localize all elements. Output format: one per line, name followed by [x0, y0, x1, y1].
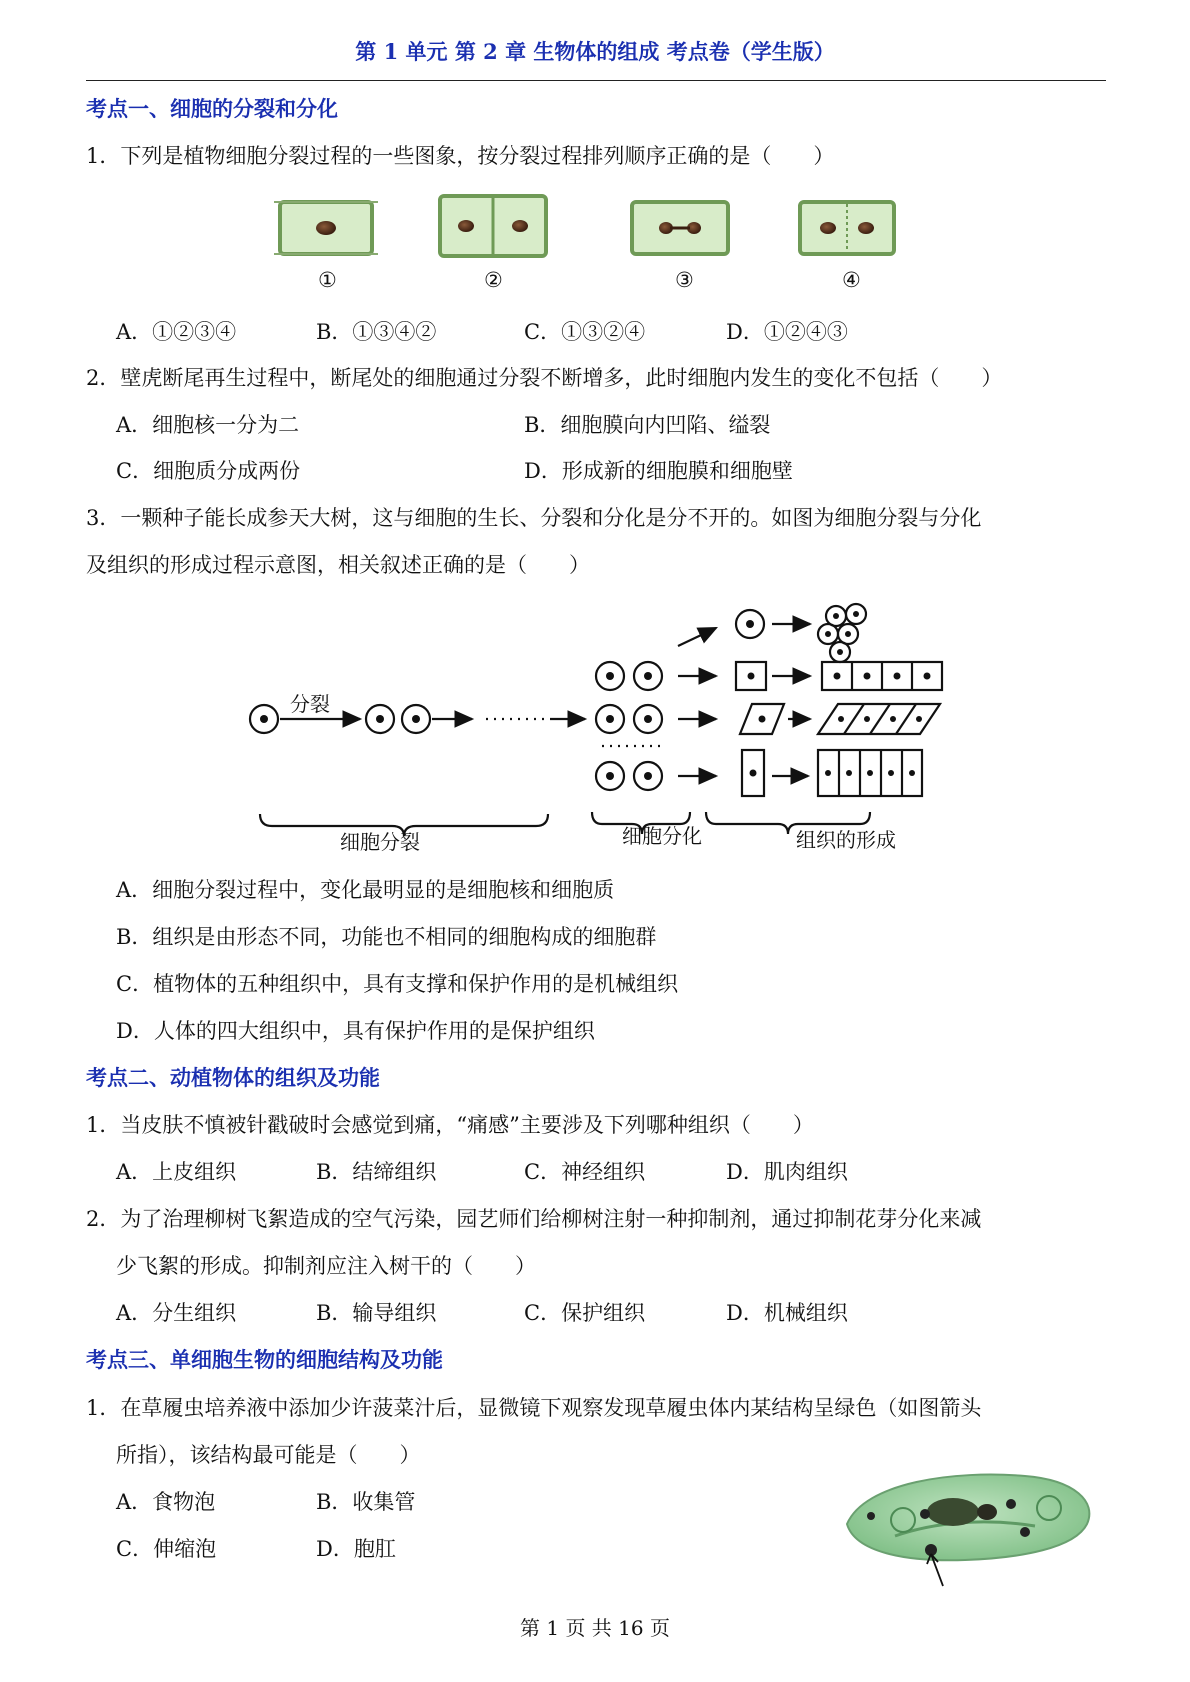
section-heading-1: 考点一、细胞的分裂和分化 [86, 96, 338, 121]
cell-image-3 [632, 202, 728, 254]
option-2-2-a[interactable]: A．分生组织 [116, 1301, 237, 1325]
option-1-3-d[interactable]: D．人体的四大组织中，具有保护作用的是保护组织 [116, 1019, 595, 1043]
question-3-1-stem-line1: 1．在草履虫培养液中添加少许菠菜汁后，显微镜下观察发现草履虫体内某结构呈绿色（如图箭头 [86, 1396, 982, 1420]
question-3-1-stem-line2: 所指），该结构最可能是（ ） [116, 1443, 421, 1467]
question-2-1-stem: 1．当皮肤不慎被针戳破时会感觉到痛，“痛感”主要涉及下列哪种组织（ ） [86, 1113, 814, 1137]
option-2-1-c[interactable]: C．神经组织 [524, 1160, 646, 1184]
figure-label-2: ② [484, 268, 503, 292]
option-1-2-d[interactable]: D．形成新的细胞膜和细胞壁 [524, 459, 793, 483]
option-2-2-d[interactable]: D．机械组织 [726, 1301, 848, 1325]
option-3-1-d[interactable]: D．胞肛 [316, 1537, 396, 1561]
page-footer: 第 1 页 共 16 页 [520, 1616, 670, 1640]
option-2-1-a[interactable]: A．上皮组织 [116, 1160, 237, 1184]
option-1-1-a[interactable]: A．①②③④ [116, 320, 237, 344]
cell-image-1 [274, 202, 378, 254]
option-1-2-a[interactable]: A．细胞核一分为二 [116, 413, 300, 437]
figure-label-1: ① [318, 268, 337, 292]
option-1-1-b[interactable]: B．①③④② [316, 320, 437, 344]
option-1-3-b[interactable]: B．组织是由形态不同，功能也不相同的细胞构成的细胞群 [116, 925, 657, 949]
title-divider [86, 80, 1106, 81]
diagram-label-division-arrow: 分裂 [290, 692, 330, 716]
option-2-2-c[interactable]: C．保护组织 [524, 1301, 646, 1325]
cell-image-4 [800, 202, 894, 254]
option-1-3-c[interactable]: C．植物体的五种组织中，具有支撑和保护作用的是机械组织 [116, 972, 679, 996]
question-2-2-stem-line1: 2．为了治理柳树飞絮造成的空气污染，园艺师们给柳树注射一种抑制剂，通过抑制花芽分化来减 [86, 1207, 982, 1231]
option-1-2-c[interactable]: C．细胞质分成两份 [116, 459, 301, 483]
option-1-1-d[interactable]: D．①②④③ [726, 320, 848, 344]
option-1-1-c[interactable]: C．①③②④ [524, 320, 646, 344]
division-differentiation-diagram [240, 594, 960, 854]
section-heading-2: 考点二、动植物体的组织及功能 [86, 1065, 380, 1090]
question-1-2-stem: 2．壁虎断尾再生过程中，断尾处的细胞通过分裂不断增多，此时细胞内发生的变化不包括（ ） [86, 366, 1003, 390]
option-2-2-b[interactable]: B．输导组织 [316, 1301, 437, 1325]
plant-cell-division-figure [270, 188, 930, 298]
paramecium-figure [835, 1462, 1105, 1594]
question-2-2-stem-line2: 少飞絮的形成。抑制剂应注入树干的（ ） [116, 1254, 536, 1278]
option-3-1-a[interactable]: A．食物泡 [116, 1490, 216, 1514]
figure-label-4: ④ [842, 268, 861, 292]
option-2-1-d[interactable]: D．肌肉组织 [726, 1160, 848, 1184]
option-3-1-c[interactable]: C．伸缩泡 [116, 1537, 217, 1561]
figure-label-3: ③ [675, 268, 694, 292]
option-2-1-b[interactable]: B．结缔组织 [316, 1160, 437, 1184]
question-1-3-stem-line1: 3．一颗种子能长成参天大树，这与细胞的生长、分裂和分化是分不开的。如图为细胞分裂与分化 [86, 506, 982, 530]
option-1-2-b[interactable]: B．细胞膜向内凹陷、缢裂 [524, 413, 771, 437]
option-1-3-a[interactable]: A．细胞分裂过程中，变化最明显的是细胞核和细胞质 [116, 878, 615, 902]
question-1-3-stem-line2: 及组织的形成过程示意图，相关叙述正确的是（ ） [86, 553, 590, 577]
question-1-1-stem: 1．下列是植物细胞分裂过程的一些图象，按分裂过程排列顺序正确的是（ ） [86, 144, 835, 168]
cell-image-2 [440, 196, 546, 256]
diagram-label-differentiation: 细胞分化 [622, 824, 702, 848]
diagram-label-division: 细胞分裂 [340, 830, 420, 854]
diagram-label-tissue: 组织的形成 [796, 828, 896, 852]
option-3-1-b[interactable]: B．收集管 [316, 1490, 416, 1514]
section-heading-3: 考点三、单细胞生物的细胞结构及功能 [86, 1347, 443, 1372]
page-title: 第 1 单元 第 2 章 生物体的组成 考点卷（学生版） [355, 39, 835, 64]
